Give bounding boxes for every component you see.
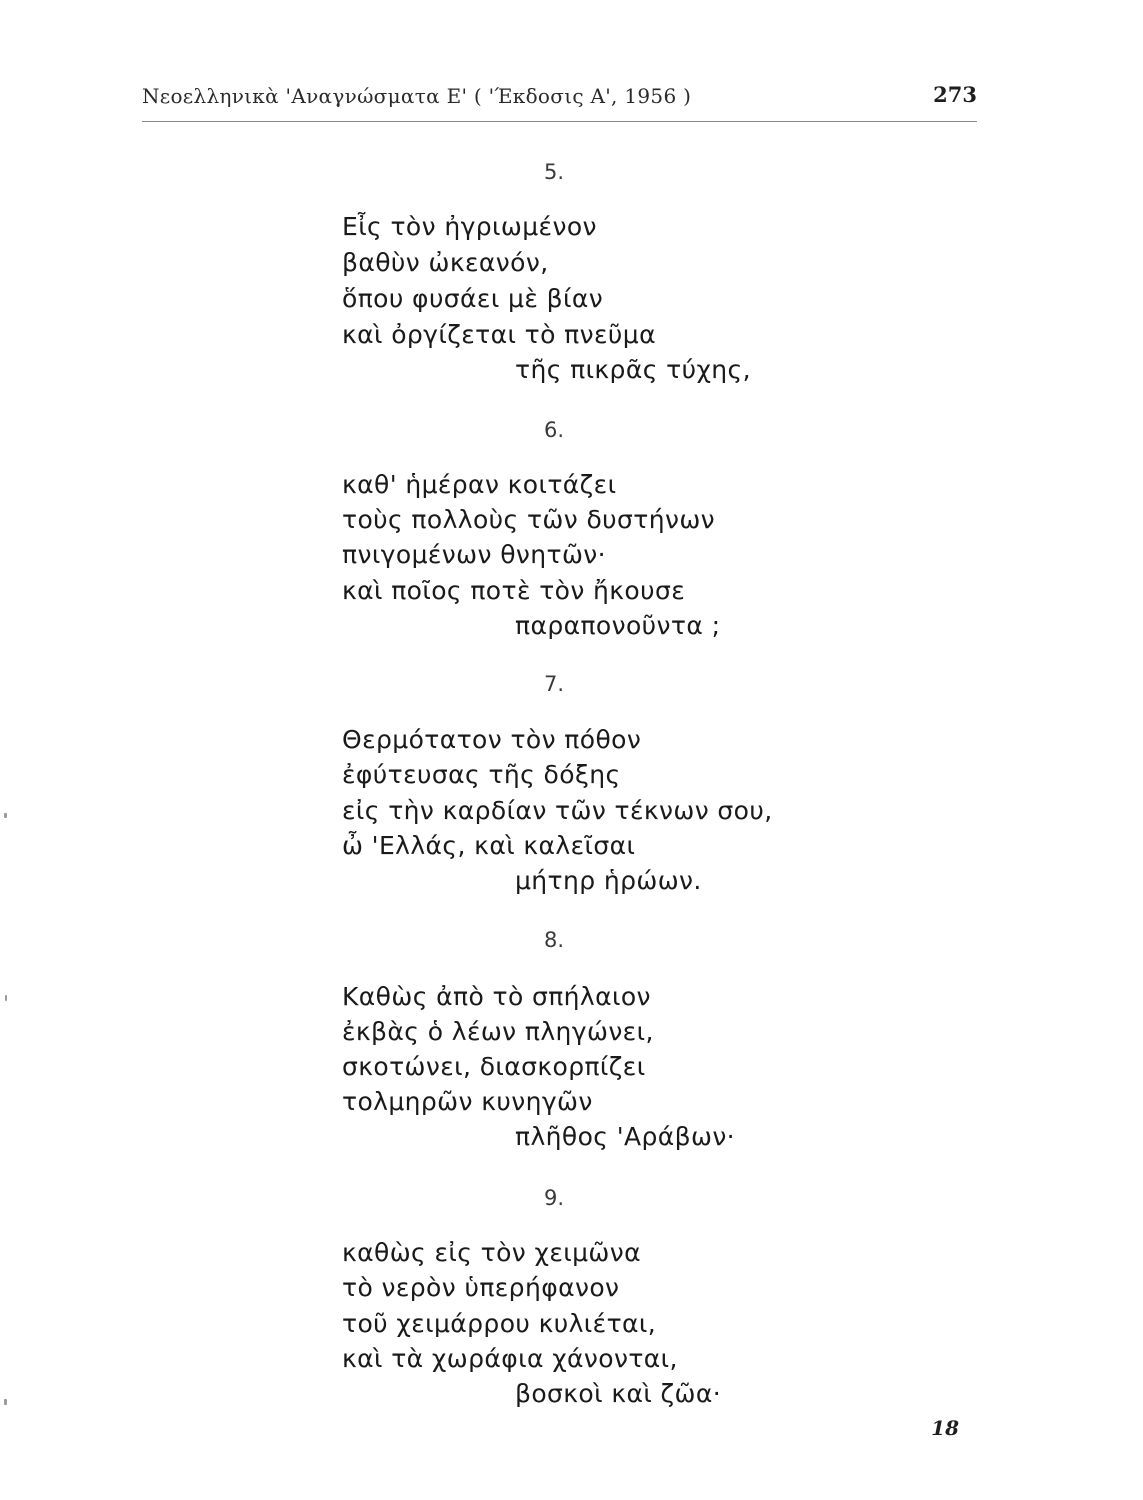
verse-line: ἐκβὰς ὁ λέων πληγώνει, <box>342 1017 654 1046</box>
verse-line: Εἶς τὸν ἠγριωμένον <box>342 212 597 241</box>
verse-line: ὅπου φυσάει μὲ βίαν <box>342 284 604 313</box>
stanza-number: 5. <box>544 160 565 184</box>
verse-line: βοσκοὶ καὶ ζῶα· <box>515 1379 722 1408</box>
verse-line: Καθὼς ἀπὸ τὸ σπήλαιον <box>342 982 651 1011</box>
verse-line: καὶ ποῖος ποτὲ τὸν ἤκουσε <box>342 576 686 605</box>
verse-line: τοῦ χειμάρρου κυλιέται, <box>342 1309 657 1338</box>
running-head: Νεοελληνικὰ 'Αναγνώσματα Ε' ( 'Έκδοσις Α', 1956 ) <box>142 84 692 108</box>
verse-line: παραπονοῦντα ; <box>515 611 721 640</box>
verse-line: πλῆθος 'Αράβων· <box>515 1122 736 1151</box>
verse-line: σκοτώνει, διασκορπίζει <box>342 1052 646 1081</box>
verse-line: εἰς τὴν καρδίαν τῶν τέκνων σου, <box>342 796 773 825</box>
verse-line: ὦ 'Ελλάς, καὶ καλεῖσαι <box>342 831 636 860</box>
verse-line: βαθὺν ὠκεανόν, <box>342 248 549 277</box>
verse-line: καὶ τὰ χωράφια χάνονται, <box>342 1344 678 1373</box>
verse-line: ἐφύτευσας τῆς δόξης <box>342 760 621 789</box>
header-rule <box>142 121 977 122</box>
verse-line: τοὺς πολλοὺς τῶν δυστήνων <box>342 505 716 534</box>
verse-line: καθ' ἡμέραν κοιτάζει <box>342 470 617 499</box>
scan-speck <box>4 813 7 818</box>
verse-line: καὶ ὀργίζεται τὸ πνεῦμα <box>342 320 656 349</box>
verse-line: μήτηρ ἡρώων. <box>515 866 702 895</box>
stanza-number: 6. <box>544 418 565 442</box>
verse-line: καθὼς εἰς τὸν χειμῶνα <box>342 1238 642 1267</box>
verse-line: τὸ νερὸν ὑπερήφανον <box>342 1273 620 1302</box>
scan-speck <box>5 995 7 1001</box>
signature-mark: 18 <box>931 1416 959 1440</box>
verse-line: Θερμότατον τὸν πόθον <box>342 725 642 754</box>
scan-speck <box>4 1399 7 1405</box>
stanza-number: 7. <box>544 672 565 696</box>
verse-line: τῆς πικρᾶς τύχης, <box>515 355 751 384</box>
stanza-number: 8. <box>544 928 565 952</box>
verse-line: τολμηρῶν κυνηγῶν <box>342 1087 593 1116</box>
page-number: 273 <box>933 82 977 107</box>
stanza-number: 9. <box>544 1186 565 1210</box>
verse-line: πνιγομένων θνητῶν· <box>342 540 606 569</box>
